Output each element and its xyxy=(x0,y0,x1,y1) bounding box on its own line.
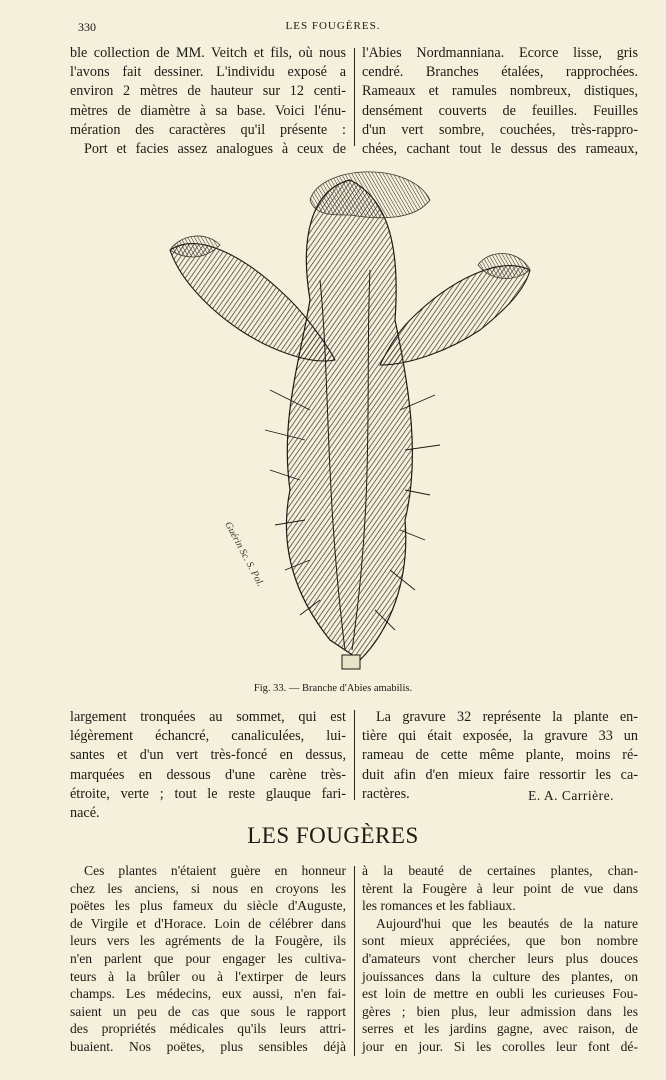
text-line: environ 2 mètres de hauteur sur 12 centi- xyxy=(70,83,346,100)
text-line: mètres de diamètre à sa base. Voici l'énu- xyxy=(70,102,346,119)
text-line: mération des caractères qu'il présente : xyxy=(70,121,346,138)
text-line: tèrent la Fougère à leur point de vue dans xyxy=(362,880,638,896)
page-number: 330 xyxy=(78,20,96,34)
text-line: l'avons fait dessiner. L'individu exposé a xyxy=(70,64,346,81)
text-line: marquées en dessous d'une carène très- xyxy=(70,766,346,783)
text-line: poëtes les plus fameux du siècle d'Auguste, xyxy=(70,898,346,914)
text-line: densément couverts de feuilles. Feuilles xyxy=(362,102,638,119)
text-line: d'un vert sombre, couchées, très-rappro- xyxy=(362,121,638,138)
text-line: teurs à la brûler ou à l'extirper de leurs xyxy=(70,968,346,984)
bottom-right-column xyxy=(362,862,638,1056)
text-line: saient un peu de cas que sous le rapport xyxy=(70,1003,346,1019)
text-line: sont mieux appréciées, que bon nombre xyxy=(362,933,638,949)
text-line: cendré. Branches étalées, rapprochées. xyxy=(362,64,638,81)
main-stem-foliage xyxy=(286,180,412,660)
text-line: tière qui était exposée, la gravure 33 un xyxy=(362,728,638,745)
engraver-signature: Guérin Sc. S. Pol. xyxy=(222,520,266,589)
text-line: duit afin d'en mieux faire ressortir les ca- xyxy=(362,766,638,783)
figure-caption: Fig. 33. — Branche d'Abies amabilis. xyxy=(253,683,413,694)
text-line: leurs vers les agréments de la Fougère, ils xyxy=(70,933,346,949)
author-signature: E. A. Carrière. xyxy=(528,788,614,803)
text-line: rameau de cette même plante, moins ré- xyxy=(362,747,638,764)
bottom-left-column xyxy=(70,862,346,1056)
running-title: LES FOUGÈRES. xyxy=(285,20,381,32)
mid-left-column xyxy=(70,708,346,823)
text-line: Ces plantes n'étaient guère en honneur xyxy=(84,863,346,878)
text-line: des propriétés médicales qu'ils leurs attri- xyxy=(70,1021,346,1037)
text-line: gères ; bien plus, leur admission dans les xyxy=(362,1003,638,1019)
text-line: buaient. Nos poëtes, plus sensibles déjà xyxy=(70,1038,346,1054)
text-line: l'Abies Nordmanniana. Ecorce lisse, gris xyxy=(362,45,638,61)
text-line: ractères. xyxy=(362,785,410,802)
top-right-column xyxy=(362,44,638,159)
text-line: n'en parlent que pour engager les cultiva- xyxy=(70,950,346,966)
abies-branch-engraving xyxy=(160,160,540,675)
text-line: chées, cachant tout le dessus des rameaux, xyxy=(362,141,638,158)
text-line: serres et les jardins gagne, avec raison, de xyxy=(362,1021,638,1037)
text-line: d'amateurs vont chercher leurs plus douces xyxy=(362,950,638,966)
text-line: légèrement échancré, canaliculées, lui- xyxy=(70,728,346,745)
top-left-column xyxy=(70,44,346,159)
text-line: étroite, verte ; tout le reste glauque fari- xyxy=(70,785,346,802)
text-line: est loin de mettre en oubli les curieuses Fou- xyxy=(362,986,638,1002)
text-line: les romances et les fabliaux. xyxy=(362,898,516,914)
text-line: largement tronquées au sommet, qui est xyxy=(70,709,346,725)
text-line: santes et d'un vert très-foncé en dessus, xyxy=(70,747,346,764)
text-line: à la beauté de certaines plantes, chan- xyxy=(362,863,638,878)
column-rule-top xyxy=(354,48,355,146)
column-rule-mid xyxy=(354,710,355,800)
text-line: ble collection de MM. Veitch et fils, où nous xyxy=(70,45,346,61)
text-line: chez les anciens, si nous en croyons les xyxy=(70,880,346,896)
text-line: jour en jour. Si les corolles leur font dé- xyxy=(362,1038,638,1054)
text-line: Rameaux et ramules nombreux, distiques, xyxy=(362,83,638,100)
section-title: LES FOUGÈRES xyxy=(247,823,419,848)
text-line: Port et facies assez analogues à ceux de xyxy=(84,141,346,158)
text-line: nacé. xyxy=(70,805,100,822)
right-branch-foliage xyxy=(380,266,530,365)
text-line: champs. Les médecins, eux aussi, n'en fai- xyxy=(70,986,346,1002)
column-rule-bottom xyxy=(354,866,355,1056)
text-line: de Virgile et d'Horace. Loin de célébrer dans xyxy=(70,915,346,931)
text-line: jouissances dans la culture des plantes, on xyxy=(362,968,638,984)
text-line: Aujourd'hui que les beautés de la nature xyxy=(376,915,638,931)
text-line: La gravure 32 représente la plante en- xyxy=(376,709,638,725)
